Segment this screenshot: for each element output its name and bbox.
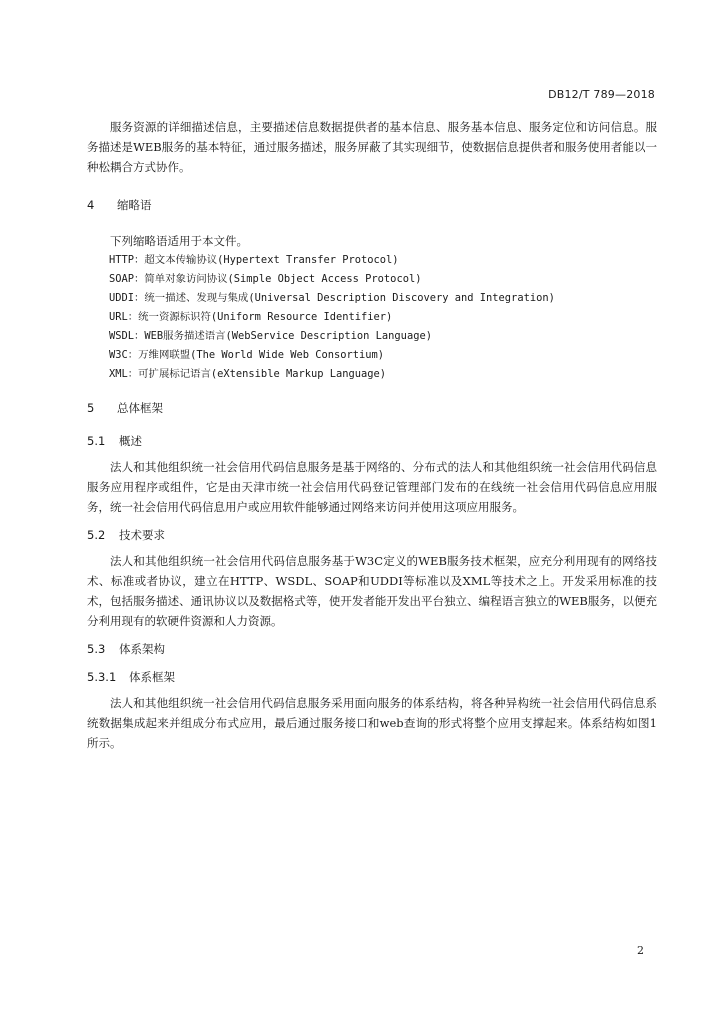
section-5-3-1-heading xyxy=(87,667,657,687)
section-5-3-1-text: 法人和其他组织统一社会信用代码信息服务采用面向服务的体系结构，将各种异构统一社会信用代码信息系统数据集成起来并组成分布式应用，最后通过服务接口和web查询的形式将整个应用支撑起来。体系结构如图1所示。 xyxy=(87,696,657,750)
section-number: 5.3.1 xyxy=(87,670,117,684)
page-number: 2 xyxy=(637,944,644,957)
section-5-2-text: 法人和其他组织统一社会信用代码信息服务基于W3C定义的WEB服务技术框架，应充分利用现有的网络技术、标准或者协议，建立在HTTP、WSDL、SOAP和UDDI等标准以及XML等技术之上。开发采用标准的技术，包括服务描述、通讯协议以及数据格式等，使开发者能开发出平台独立、编程语言独立的WEB服务，以便充分利用现有的软硬件资源和人力资源。 xyxy=(87,554,657,628)
section-5-2-heading xyxy=(87,525,657,545)
abbreviations-list xyxy=(87,251,657,384)
section-title: 体系架构 xyxy=(119,642,165,656)
section-5-1-heading xyxy=(87,431,657,451)
section-number: 5.3 xyxy=(87,642,106,656)
abbreviation-item: SOAP：简单对象访问协议(Simple Object Access Protocol) xyxy=(109,273,422,285)
document-standard-id: DB12/T 789—2018 xyxy=(548,88,655,101)
section-4-heading xyxy=(87,195,657,215)
intro-paragraph: 服务资源的详细描述信息，主要描述信息数据提供者的基本信息、服务基本信息、服务定位和访问信息。服务描述是WEB服务的基本特征，通过服务描述，服务屏蔽了其实现细节，使数据信息提供者和服务使用者能以一种松耦合方式协作。 xyxy=(87,120,657,174)
abbreviation-item: WSDL：WEB服务描述语言(WebService Description Language) xyxy=(109,330,432,342)
abbreviation-item: HTTP：超文本传输协议(Hypertext Transfer Protocol) xyxy=(109,254,399,266)
section-number: 5.1 xyxy=(87,434,106,448)
section-number: 5.2 xyxy=(87,528,106,542)
abbreviation-item: W3C：万维网联盟(The World Wide Web Consortium) xyxy=(109,349,385,361)
section-title: 体系框架 xyxy=(129,670,175,684)
section-title: 总体框架 xyxy=(117,401,163,415)
section-5-1-text: 法人和其他组织统一社会信用代码信息服务是基于网络的、分布式的法人和其他组织统一社会信用代码信息服务应用程序或组件，它是由天津市统一社会信用代码登记管理部门发布的在线统一社会信用代码信息应用服务，统一社会信用代码信息用户或应用软件能够通过网络来访问并使用这项应用服务。 xyxy=(87,460,657,514)
abbreviation-item: XML：可扩展标记语言(eXtensible Markup Language) xyxy=(109,368,387,380)
page-content xyxy=(87,117,657,753)
section-title: 概述 xyxy=(119,434,142,448)
section-5-3-heading xyxy=(87,639,657,659)
section-5-heading xyxy=(87,398,657,418)
abbreviation-item: UDDI：统一描述、发现与集成(Universal Description Discovery and Integration) xyxy=(109,292,555,304)
section-title: 技术要求 xyxy=(119,528,165,542)
section-number: 4 xyxy=(87,198,95,212)
abbreviations-intro: 下列缩略语适用于本文件。 xyxy=(110,234,248,248)
section-title: 缩略语 xyxy=(117,198,152,212)
section-number: 5 xyxy=(87,401,95,415)
abbreviation-item: URL：统一资源标识符(Uniform Resource Identifier) xyxy=(109,311,393,323)
